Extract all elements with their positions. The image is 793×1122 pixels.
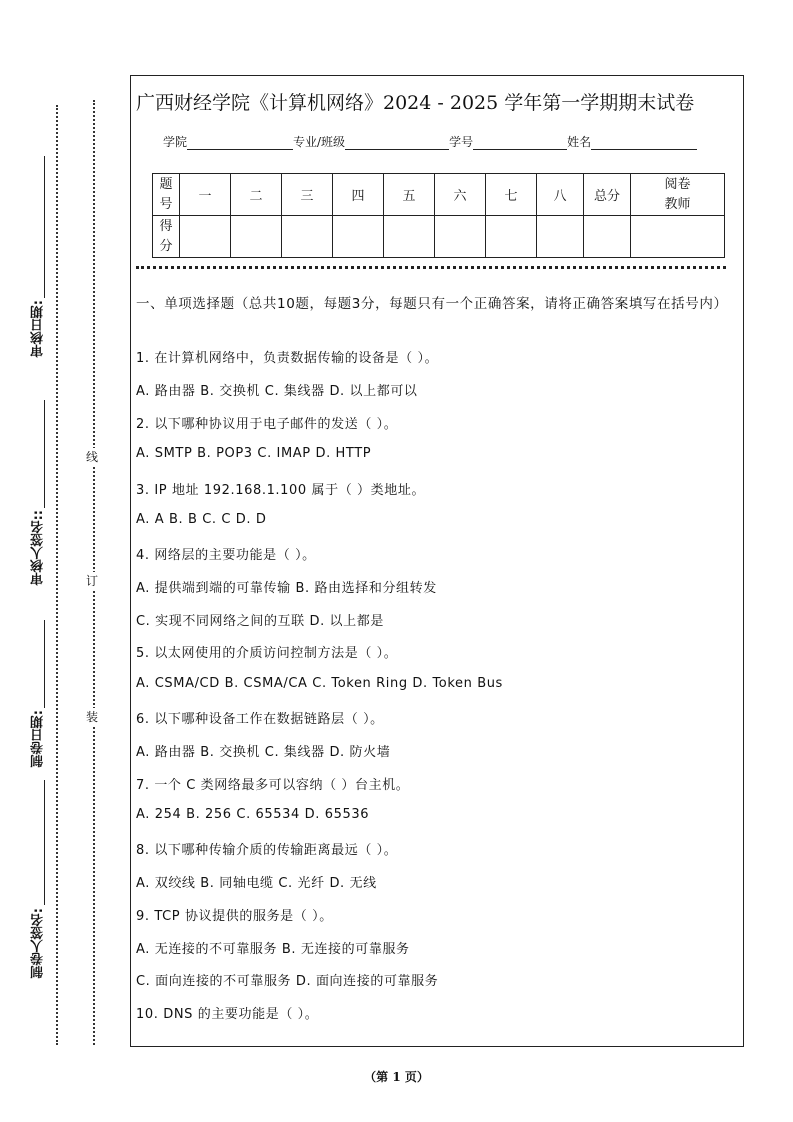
score-cell[interactable]: [333, 216, 384, 258]
reviewer-header-line2: 教师: [664, 196, 691, 212]
student-id-field[interactable]: [473, 135, 567, 150]
page-number: （第 1 页）: [364, 1070, 429, 1084]
question-2: 2. 以下哪种协议用于电子邮件的发送（ ）。: [136, 417, 398, 432]
make-date-label: 制卷日期:: [31, 710, 46, 768]
exam-title: 广西财经学院《计算机网络》2024 - 2025 学年第一学期期末试卷: [136, 92, 695, 114]
column-header: 一: [180, 174, 231, 216]
header-separator: [136, 266, 726, 269]
question-number-header-line1: 题: [159, 176, 173, 192]
column-header: 八: [537, 174, 584, 216]
question-6-options: A. 路由器 B. 交换机 C. 集线器 D. 防火墙: [136, 745, 391, 760]
question-4-options: A. 提供端到端的可靠传输 B. 路由选择和分组转发: [136, 581, 437, 596]
major-class-field[interactable]: [345, 135, 449, 150]
question-10: 10. DNS 的主要功能是（ ）。: [136, 1007, 319, 1022]
maker-signature-label: 制卷人签名:: [31, 908, 46, 979]
column-header: 五: [384, 174, 435, 216]
question-number-header: [153, 174, 180, 216]
question-4: 4. 网络层的主要功能是（ ）。: [136, 548, 316, 563]
question-3: 3. IP 地址 192.168.1.100 属于（ ）类地址。: [136, 483, 426, 498]
student-info-row: [163, 132, 723, 150]
college-field[interactable]: [187, 135, 293, 150]
question-6: 6. 以下哪种设备工作在数据链路层（ ）。: [136, 712, 384, 727]
score-row-header-line1: 得: [159, 218, 173, 234]
binding-char-mount: 装: [86, 710, 99, 724]
section-heading: 一、单项选择题（总共10题，每题3分，每题只有一个正确答案，请将正确答案填写在括号内）: [136, 296, 728, 312]
student-id-label: 学号: [449, 135, 474, 149]
column-header: 七: [486, 174, 537, 216]
score-cell[interactable]: [231, 216, 282, 258]
make-date-blank: [44, 620, 45, 708]
question-8: 8. 以下哪种传输介质的传输距离最远（ ）。: [136, 843, 398, 858]
score-cell[interactable]: [435, 216, 486, 258]
column-header: 六: [435, 174, 486, 216]
question-7: 7. 一个 C 类网络最多可以容纳（ ）台主机。: [136, 778, 410, 793]
score-row-header-line2: 分: [159, 238, 173, 254]
reviewer-cell[interactable]: [631, 216, 725, 258]
question-8-options: A. 双绞线 B. 同轴电缆 C. 光纤 D. 无线: [136, 876, 377, 891]
question-9-options: A. 无连接的不可靠服务 B. 无连接的可靠服务: [136, 942, 410, 957]
reviewer-signature-label: 审核人签名::: [31, 510, 46, 586]
score-cell[interactable]: [384, 216, 435, 258]
name-field[interactable]: [591, 135, 697, 150]
review-date-label: 审核日期:: [31, 300, 46, 358]
question-number-header-line2: 号: [159, 196, 173, 212]
name-label: 姓名: [567, 135, 592, 149]
question-5-options: A. CSMA/CD B. CSMA/CA C. Token Ring D. Token Bus: [136, 676, 503, 691]
score-cell[interactable]: [282, 216, 333, 258]
score-cell[interactable]: [537, 216, 584, 258]
major-class-label: 专业/班级: [293, 135, 346, 149]
score-cell[interactable]: [180, 216, 231, 258]
question-3-options: A. A B. B C. C D. D: [136, 512, 267, 527]
column-header: 二: [231, 174, 282, 216]
reviewer-signature-blank: [44, 400, 45, 508]
binding-dotted-line-outer: [56, 105, 58, 1045]
review-date-blank: [44, 156, 45, 298]
question-1-options: A. 路由器 B. 交换机 C. 集线器 D. 以上都可以: [136, 384, 418, 399]
question-2-options: A. SMTP B. POP3 C. IMAP D. HTTP: [136, 446, 372, 461]
reviewer-header: [631, 174, 725, 216]
binding-char-bind: 订: [86, 574, 99, 588]
reviewer-header-line1: 阅卷: [664, 176, 691, 192]
column-header: 四: [333, 174, 384, 216]
question-9: 9. TCP 协议提供的服务是（ ）。: [136, 909, 333, 924]
maker-signature-blank: [44, 780, 45, 905]
score-cell[interactable]: [486, 216, 537, 258]
question-9-options-cont: C. 面向连接的不可靠服务 D. 面向连接的可靠服务: [136, 974, 439, 989]
score-row-header: [153, 216, 180, 258]
total-score-header: 总分: [584, 174, 631, 216]
college-label: 学院: [163, 135, 188, 149]
question-4-options-cont: C. 实现不同网络之间的互联 D. 以上都是: [136, 614, 384, 629]
score-table: [152, 173, 725, 258]
question-7-options: A. 254 B. 256 C. 65534 D. 65536: [136, 807, 370, 822]
column-header: 三: [282, 174, 333, 216]
question-5: 5. 以太网使用的介质访问控制方法是（ ）。: [136, 646, 398, 661]
question-1: 1. 在计算机网络中，负责数据传输的设备是（ ）。: [136, 351, 439, 366]
total-score-cell[interactable]: [584, 216, 631, 258]
binding-char-line: 线: [86, 450, 99, 464]
